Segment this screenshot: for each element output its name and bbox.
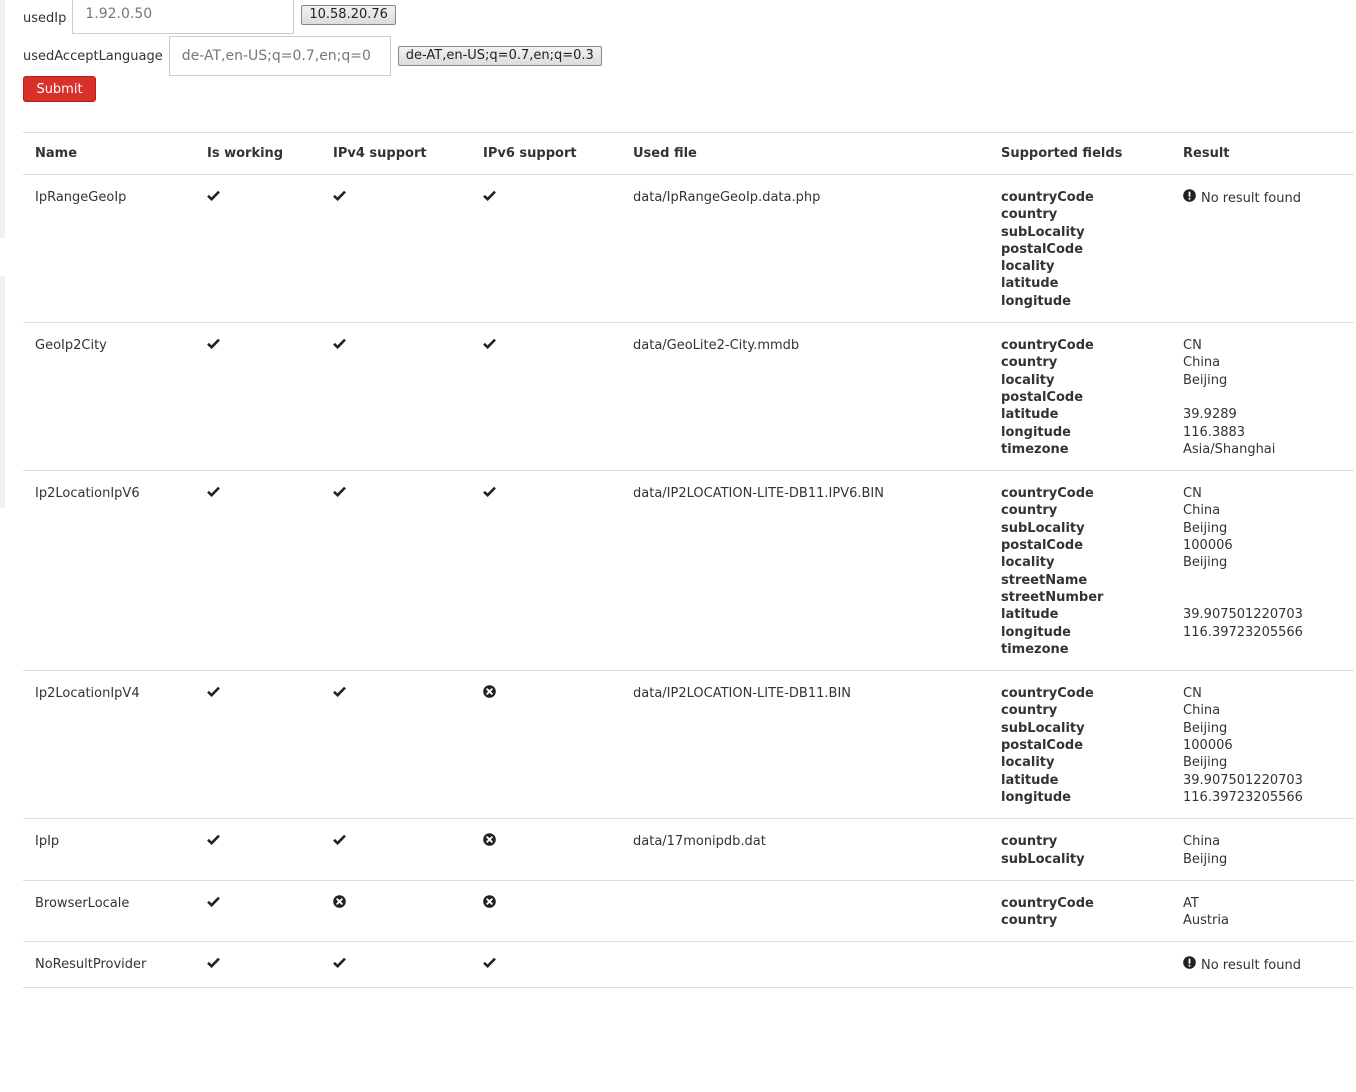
check-icon	[207, 337, 220, 354]
result-value: China	[1183, 355, 1221, 371]
supported-field: postalCode	[1001, 538, 1084, 554]
language-input[interactable]	[169, 36, 391, 76]
supported-field: subLocality	[1001, 224, 1085, 240]
check-icon	[333, 337, 346, 354]
supported-field: countryCode	[1001, 686, 1094, 702]
supported-field: latitude	[1001, 407, 1059, 423]
supported-field: streetNumber	[1001, 589, 1104, 605]
check-icon	[207, 833, 220, 850]
result-cell	[1171, 942, 1354, 987]
is-working-cell	[195, 323, 321, 471]
ipv4-support-cell	[321, 323, 471, 471]
supported-field: locality	[1001, 259, 1055, 275]
result-value: 116.39723205566	[1183, 624, 1303, 640]
result-value: China	[1183, 834, 1221, 850]
result-value: 100006	[1183, 538, 1233, 554]
supported-fields-cell	[989, 880, 1171, 942]
result-value: China	[1183, 703, 1221, 719]
is-working-cell	[195, 175, 321, 323]
table-row	[23, 819, 1354, 881]
check-icon	[207, 895, 220, 912]
ipv6-support-cell	[471, 175, 621, 323]
result-value: 39.907501220703	[1183, 607, 1303, 623]
used-file-cell	[621, 942, 989, 987]
no-result-message	[1183, 956, 1342, 974]
result-cell	[1171, 880, 1354, 942]
table-row	[23, 471, 1354, 671]
supported-field: locality	[1001, 755, 1055, 771]
result-cell	[1171, 471, 1354, 671]
check-icon	[483, 956, 496, 973]
supported-field: locality	[1001, 555, 1055, 571]
supported-field: subLocality	[1001, 720, 1085, 736]
provider-name: NoResultProvider	[35, 957, 147, 973]
used-file-cell: data/GeoLite2-City.mmdb	[633, 338, 800, 354]
x-circle-icon	[333, 895, 346, 913]
no-result-text: No result found	[1201, 957, 1301, 973]
check-icon	[483, 485, 496, 502]
supported-field: postalCode	[1001, 241, 1084, 257]
ipv6-support-cell	[471, 880, 621, 942]
exclamation-circle-icon	[1183, 956, 1196, 974]
result-value: 116.3883	[1183, 424, 1246, 440]
result-value: 100006	[1183, 738, 1233, 754]
header-used-file: Used file	[633, 146, 697, 161]
result-value: AT	[1183, 895, 1199, 911]
used-file-cell	[621, 880, 989, 942]
ipv4-support-cell	[321, 819, 471, 881]
is-working-cell	[195, 671, 321, 819]
ipv6-support-cell	[471, 942, 621, 987]
language-label: usedAcceptLanguage	[23, 48, 163, 64]
result-value: CN	[1183, 486, 1202, 502]
supported-fields-cell	[989, 323, 1171, 471]
result-value: Beijing	[1183, 720, 1228, 736]
table-row	[23, 175, 1354, 323]
result-value: CN	[1183, 686, 1202, 702]
check-icon	[207, 189, 220, 206]
ipv4-support-cell	[321, 175, 471, 323]
result-value: Beijing	[1183, 755, 1228, 771]
result-value: 116.39723205566	[1183, 789, 1303, 805]
table-row	[23, 880, 1354, 942]
provider-results-table	[23, 132, 1354, 988]
ip-form-row	[23, 0, 396, 36]
header-name: Name	[35, 146, 78, 161]
is-working-cell	[195, 942, 321, 987]
result-cell	[1171, 175, 1354, 323]
result-value: 39.9289	[1183, 407, 1237, 423]
header-supported-fields: Supported fields	[1001, 146, 1123, 161]
result-value	[1183, 389, 1342, 406]
check-icon	[483, 337, 496, 354]
result-value: Beijing	[1183, 372, 1228, 388]
supported-field: longitude	[1001, 624, 1071, 640]
left-edge-strip	[0, 276, 5, 508]
x-circle-icon	[483, 833, 496, 851]
used-file-cell: data/17monipdb.dat	[633, 834, 766, 850]
result-value: Asia/Shanghai	[1183, 441, 1276, 457]
supported-fields-cell	[989, 942, 1171, 987]
supported-field: country	[1001, 207, 1058, 223]
supported-field: timezone	[1001, 641, 1069, 657]
is-working-cell	[195, 819, 321, 881]
is-working-cell	[195, 471, 321, 671]
result-cell	[1171, 671, 1354, 819]
used-file-cell: data/IpRangeGeoIp.data.php	[633, 190, 821, 205]
supported-field: longitude	[1001, 789, 1071, 805]
ipv4-support-cell	[321, 880, 471, 942]
supported-field: latitude	[1001, 276, 1059, 292]
check-icon	[333, 956, 346, 973]
ip-input[interactable]	[72, 0, 294, 34]
supported-field: latitude	[1001, 607, 1059, 623]
result-value	[1183, 641, 1342, 658]
check-icon	[333, 833, 346, 850]
result-cell	[1171, 323, 1354, 471]
supported-field: country	[1001, 503, 1058, 519]
supported-fields-cell	[989, 819, 1171, 881]
supported-field: countryCode	[1001, 895, 1094, 911]
check-icon	[483, 189, 496, 206]
supported-fields-cell	[989, 471, 1171, 671]
table-row	[23, 942, 1354, 987]
used-file-cell: data/IP2LOCATION-LITE-DB11.BIN	[633, 686, 852, 702]
table-header-row	[23, 133, 1354, 175]
supported-field: countryCode	[1001, 338, 1094, 354]
provider-name: Ip2LocationIpV4	[35, 686, 140, 702]
supported-field: postalCode	[1001, 738, 1084, 754]
supported-field: timezone	[1001, 441, 1069, 457]
exclamation-circle-icon	[1183, 189, 1196, 207]
provider-name: Ip2LocationIpV6	[35, 486, 140, 502]
supported-field: country	[1001, 834, 1058, 850]
provider-name: IpRangeGeoIp	[35, 190, 127, 205]
check-icon	[207, 956, 220, 973]
result-value: Beijing	[1183, 851, 1228, 867]
result-value	[1183, 572, 1342, 589]
x-circle-icon	[483, 685, 496, 703]
result-value: China	[1183, 503, 1221, 519]
provider-name: GeoIp2City	[35, 338, 107, 354]
table-row	[23, 323, 1354, 471]
result-value: Beijing	[1183, 520, 1228, 536]
ipv6-support-cell	[471, 819, 621, 881]
supported-field: countryCode	[1001, 486, 1094, 502]
used-file-cell: data/IP2LOCATION-LITE-DB11.IPV6.BIN	[633, 486, 884, 502]
supported-fields-cell	[989, 671, 1171, 819]
check-icon	[333, 189, 346, 206]
ipv4-support-cell	[321, 942, 471, 987]
supported-field: country	[1001, 355, 1058, 371]
supported-field: longitude	[1001, 424, 1071, 440]
header-result: Result	[1183, 146, 1230, 161]
result-value: 39.907501220703	[1183, 772, 1303, 788]
submit-button[interactable]: Submit	[23, 76, 96, 102]
ip-suggestion-button[interactable]: 10.58.20.76	[301, 5, 396, 25]
supported-field: subLocality	[1001, 520, 1085, 536]
language-form-row	[23, 36, 602, 76]
is-working-cell	[195, 880, 321, 942]
supported-field: latitude	[1001, 772, 1059, 788]
ipv6-support-cell	[471, 471, 621, 671]
result-value	[1183, 589, 1342, 606]
supported-field: streetName	[1001, 572, 1088, 588]
ipv4-support-cell	[321, 671, 471, 819]
provider-name: IpIp	[35, 834, 60, 850]
left-edge-strip	[0, 0, 5, 238]
ipv6-support-cell	[471, 671, 621, 819]
result-value: CN	[1183, 338, 1202, 354]
ipv4-support-cell	[321, 471, 471, 671]
supported-field: longitude	[1001, 293, 1071, 309]
supported-fields-cell	[989, 175, 1171, 323]
check-icon	[207, 685, 220, 702]
check-icon	[333, 685, 346, 702]
check-icon	[333, 485, 346, 502]
supported-field: country	[1001, 703, 1058, 719]
result-value: Beijing	[1183, 555, 1228, 571]
result-cell	[1171, 819, 1354, 881]
supported-field: subLocality	[1001, 851, 1085, 867]
provider-name: BrowserLocale	[35, 895, 130, 911]
check-icon	[207, 485, 220, 502]
supported-field: postalCode	[1001, 389, 1084, 405]
no-result-text: No result found	[1201, 190, 1301, 206]
header-ipv6-support: IPv6 support	[483, 146, 577, 161]
language-suggestion-button[interactable]: de-AT,en-US;q=0.7,en;q=0.3	[398, 46, 602, 66]
supported-field: countryCode	[1001, 190, 1094, 205]
result-value: Austria	[1183, 913, 1229, 929]
supported-field: country	[1001, 913, 1058, 929]
no-result-message	[1183, 189, 1342, 207]
x-circle-icon	[483, 895, 496, 913]
supported-field: locality	[1001, 372, 1055, 388]
header-is-working: Is working	[207, 146, 284, 161]
table-row	[23, 671, 1354, 819]
header-ipv4-support: IPv4 support	[333, 146, 427, 161]
ipv6-support-cell	[471, 323, 621, 471]
ip-label: usedIp	[23, 10, 67, 26]
